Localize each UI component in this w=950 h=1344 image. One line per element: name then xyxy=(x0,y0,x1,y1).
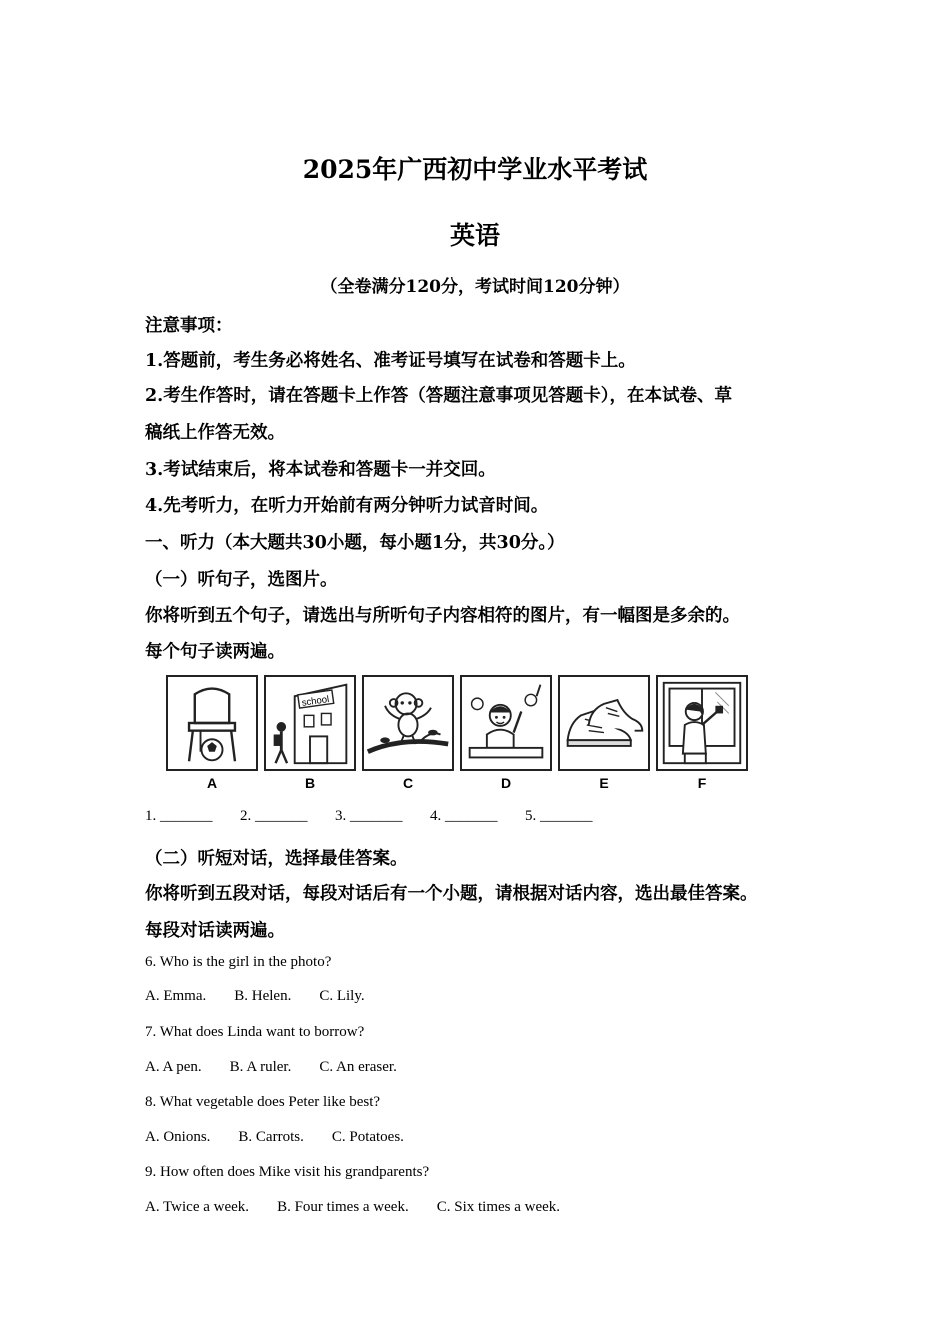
option-9b[interactable]: B. Four times a week. xyxy=(277,1199,409,1215)
exam-subject: 英语 xyxy=(449,221,500,250)
notice-item-3: 3.考试结束后，将本试卷和答题卡一并交回。 xyxy=(145,460,496,480)
chair-ball-icon xyxy=(168,677,256,769)
exam-score-note: （全卷满分120分，考试时间120分钟） xyxy=(320,277,630,297)
answer-blank-2[interactable]: 2. _______ xyxy=(240,808,308,824)
part-2-title: （二）听短对话，选择最佳答案。 xyxy=(145,849,408,869)
picture-c xyxy=(362,675,454,771)
question-9-options xyxy=(145,1199,588,1216)
notice-item-2: 2.考生作答时，请在答题卡上作答（答题注意事项见答题卡），在本试卷、草 xyxy=(145,386,733,406)
monkey-icon xyxy=(364,677,452,769)
question-9: 9. How often does Mike visit his grandparents? xyxy=(145,1164,430,1180)
picture-e-label: E xyxy=(599,775,609,791)
option-8c[interactable]: C. Potatoes. xyxy=(331,1129,404,1145)
picture-row xyxy=(166,675,756,795)
part-1-instruction: 你将听到五个句子，请选出与所听句子内容相符的图片，有一幅图是多余的。 xyxy=(145,606,740,626)
question-8: 8. What vegetable does Peter like best? xyxy=(145,1094,381,1110)
answer-blanks xyxy=(145,808,620,825)
option-6b[interactable]: B. Helen. xyxy=(234,988,292,1004)
question-6-options xyxy=(145,988,393,1005)
notice-item-4: 4.先考听力，在听力开始前有两分钟听力试音时间。 xyxy=(145,496,549,516)
picture-b-label: B xyxy=(304,775,316,791)
picture-f xyxy=(656,675,748,771)
answer-blank-1[interactable]: 1. _______ xyxy=(145,808,213,824)
option-9a[interactable]: A. Twice a week. xyxy=(145,1199,250,1215)
picture-a-label: A xyxy=(206,775,218,791)
question-6: 6. Who is the girl in the photo? xyxy=(145,954,332,970)
section-1-title: 一、听力（本大题共30小题，每小题1分，共30分。） xyxy=(145,533,565,553)
picture-d xyxy=(460,675,552,771)
school-sign-text: school xyxy=(301,694,330,709)
answer-blank-5[interactable]: 5. _______ xyxy=(525,808,593,824)
classroom-icon xyxy=(462,677,550,769)
option-7b[interactable]: B. A ruler. xyxy=(229,1059,292,1075)
picture-b xyxy=(264,675,356,771)
option-9c[interactable]: C. Six times a week. xyxy=(436,1199,561,1215)
part-1-title: （一）听句子，选图片。 xyxy=(145,570,338,590)
notice-item-1: 1.答题前，考生务必将姓名、准考证号填写在试卷和答题卡上。 xyxy=(145,351,636,371)
exam-title: 2025年广西初中学业水平考试 xyxy=(302,155,648,184)
picture-f-label: F xyxy=(697,775,707,791)
answer-blank-4[interactable]: 4. _______ xyxy=(430,808,498,824)
part-1-instruction-cont: 每个句子读两遍。 xyxy=(145,642,285,662)
part-2-instruction: 你将听到五段对话，每段对话后有一个小题，请根据对话内容，选出最佳答案。 xyxy=(145,884,758,904)
answer-blank-3[interactable]: 3. _______ xyxy=(335,808,403,824)
question-7-options xyxy=(145,1059,425,1076)
picture-d-label: D xyxy=(500,775,512,791)
question-7: 7. What does Linda want to borrow? xyxy=(145,1024,365,1040)
option-6c[interactable]: C. Lily. xyxy=(319,988,365,1004)
picture-e xyxy=(558,675,650,771)
school-icon xyxy=(266,677,354,769)
part-2-instruction-cont: 每段对话读两遍。 xyxy=(145,921,285,941)
notice-heading: 注意事项： xyxy=(145,316,233,336)
shoes-icon xyxy=(560,677,648,769)
option-8a[interactable]: A. Onions. xyxy=(145,1129,211,1145)
window-cleaning-icon xyxy=(658,677,746,769)
picture-c-label: C xyxy=(402,775,414,791)
option-7a[interactable]: A. A pen. xyxy=(145,1059,202,1075)
option-6a[interactable]: A. Emma. xyxy=(145,988,207,1004)
question-8-options xyxy=(145,1129,432,1146)
option-7c[interactable]: C. An eraser. xyxy=(319,1059,397,1075)
picture-a xyxy=(166,675,258,771)
notice-item-2-cont: 稿纸上作答无效。 xyxy=(145,423,285,443)
option-8b[interactable]: B. Carrots. xyxy=(238,1129,304,1145)
